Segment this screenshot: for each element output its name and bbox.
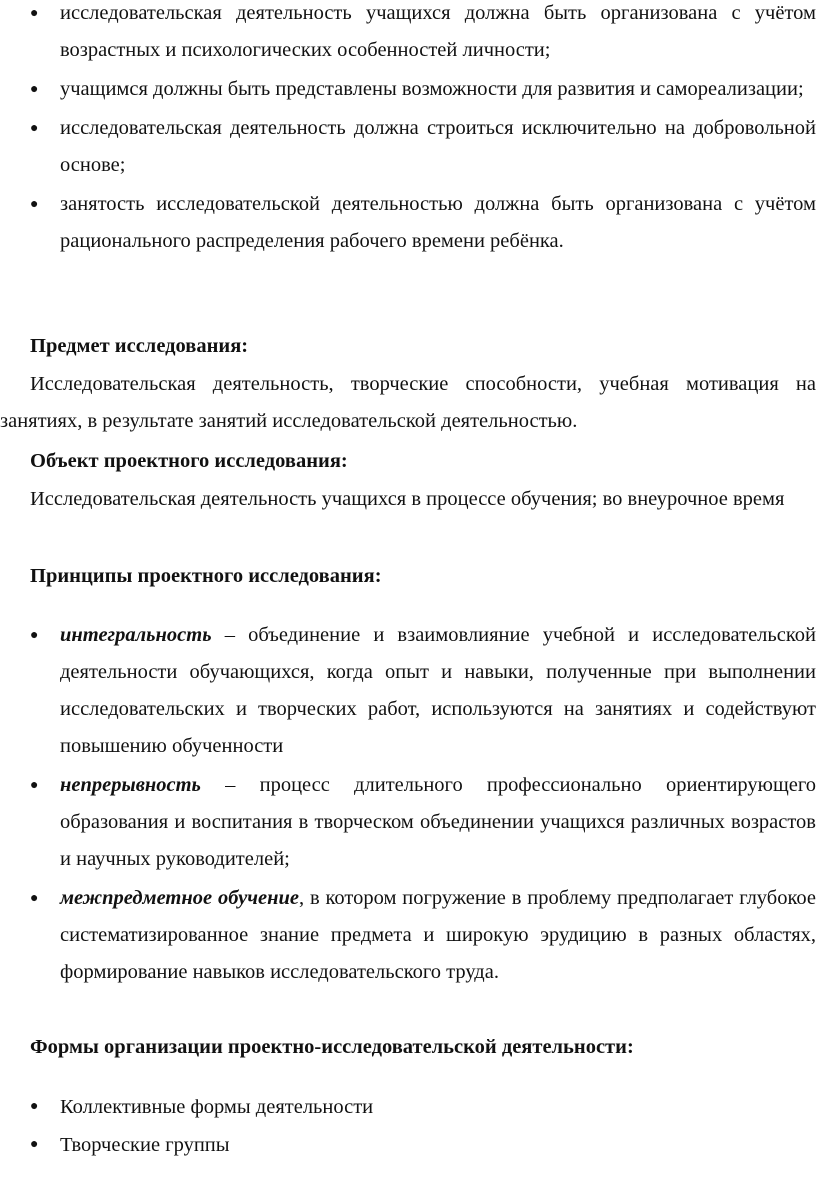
bullet-icon: ● bbox=[30, 1099, 39, 1114]
principles-heading: Принципы проектного исследования: bbox=[30, 565, 382, 587]
forms-list bbox=[0, 1088, 816, 1164]
bullet-icon: ● bbox=[30, 778, 39, 793]
object-heading: Объект проектного исследования: bbox=[30, 450, 348, 472]
list-item: ● интегральность – объединение и взаимовлияние учебной и исследовательской деятельности обучающихся, когда опыт и навыки, полученные при выполнении исследовательских и творческих работ, используются на занятиях и содействуют повышению обученности bbox=[0, 617, 816, 765]
bullet-icon: ● bbox=[30, 121, 39, 136]
subject-paragraph: Исследовательская деятельность, творческие способности, учебная мотивация на занятиях, в результате занятий исследовательской деятельностью. bbox=[0, 373, 816, 432]
principles-list bbox=[0, 617, 816, 993]
bullet-icon: ● bbox=[30, 197, 39, 212]
bullet-icon: ● bbox=[30, 628, 39, 643]
subject-heading: Предмет исследования: bbox=[30, 335, 249, 357]
bullet-icon: ● bbox=[30, 82, 39, 97]
bullet-icon: ● bbox=[30, 891, 39, 906]
requirements-list bbox=[0, 0, 816, 262]
list-item: ● Творческие группы bbox=[0, 1126, 816, 1164]
list-item: ● учащимся должны быть представлены возможности для развития и самореализации; bbox=[0, 71, 816, 108]
bullet-icon: ● bbox=[30, 1137, 39, 1152]
list-item: ● межпредметное обучение, в котором погружение в проблему предполагает глубокое систематизированное знание предмета и широкую эрудицию в разных областях, формирование навыков исследовательского труда. bbox=[0, 880, 816, 991]
list-item: ● исследовательская деятельность учащихся должна быть организована с учётом возрастных и психологических особенностей личности; bbox=[0, 0, 816, 69]
forms-heading: Формы организации проектно-исследовательской деятельности: bbox=[30, 1036, 634, 1058]
object-paragraph: Исследовательская деятельность учащихся в процессе обучения; во внеурочное время bbox=[30, 488, 785, 510]
list-item: ● непрерывность – процесс длительного профессионально ориентирующего образования и воспитания в творческом объединении учащихся различных возрастов и научных руководителей; bbox=[0, 767, 816, 878]
bullet-icon: ● bbox=[30, 6, 39, 21]
list-item: ● Коллективные формы деятельности bbox=[0, 1088, 816, 1126]
list-item: ● занятость исследовательской деятельностью должна быть организована с учётом рационального распределения рабочего времени ребёнка. bbox=[0, 186, 816, 260]
list-item: ● исследовательская деятельность должна строиться исключительно на добровольной основе; bbox=[0, 110, 816, 184]
